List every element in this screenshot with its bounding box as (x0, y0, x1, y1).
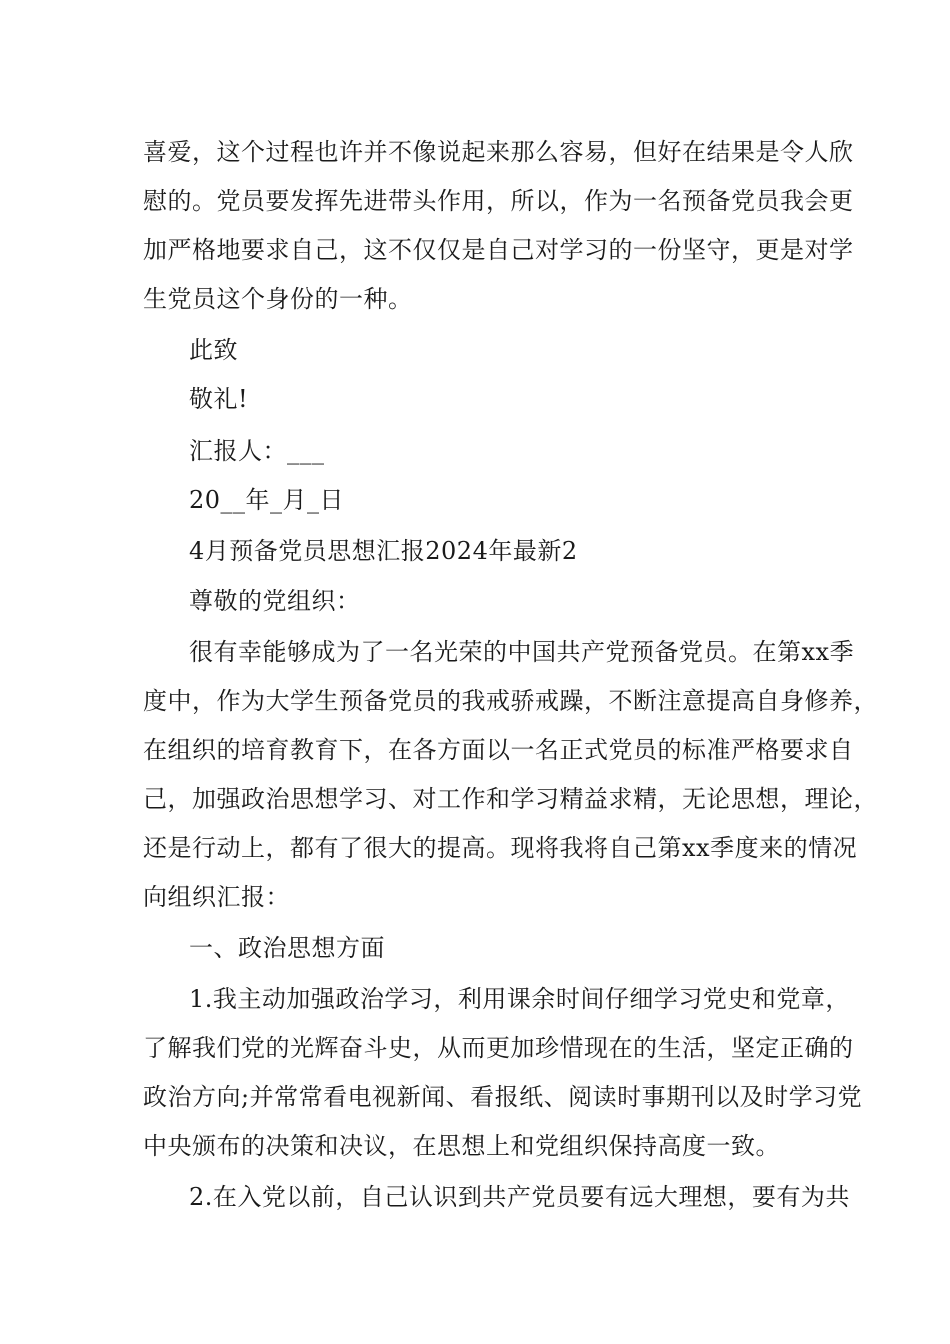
paragraph-line: 在组织的培育教育下，在各方面以一名正式党员的标准严格要求自 (143, 736, 854, 764)
paragraph-line: 向组织汇报： (143, 883, 290, 911)
paragraph-line: 加严格地要求自己，这不仅仅是自己对学习的一份坚守，更是对学 (143, 236, 854, 264)
date-line: 20__年_月_日 (189, 486, 345, 514)
paragraph-line: 喜爱，这个过程也许并不像说起来那么容易，但好在结果是令人欣 (143, 138, 854, 166)
paragraph-line: 度中，作为大学生预备党员的我戒骄戒躁，不断注意提高自身修养， (143, 687, 878, 715)
greeting-line: 尊敬的党组织： (189, 587, 361, 615)
paragraph-line: 己，加强政治思想学习、对工作和学习精益求精，无论思想，理论， (143, 785, 878, 813)
closing-line: 此致 (189, 336, 238, 364)
paragraph-line: 慰的。党员要发挥先进带头作用，所以，作为一名预备党员我会更 (143, 187, 854, 215)
paragraph-line: 1.我主动加强政治学习，利用课余时间仔细学习党史和党章， (189, 985, 850, 1013)
paragraph-line: 中央颁布的决策和决议，在思想上和党组织保持高度一致。 (143, 1132, 780, 1160)
section-heading: 一、政治思想方面 (189, 934, 385, 962)
paragraph-line: 生党员这个身份的一种。 (143, 285, 413, 313)
salutation-line: 敬礼! (189, 385, 249, 413)
paragraph-line: 还是行动上，都有了很大的提高。现将我将自己第xx季度来的情况 (143, 834, 858, 862)
paragraph-line: 2.在入党以前，自己认识到共产党员要有远大理想，要有为共 (189, 1183, 850, 1211)
paragraph-line: 很有幸能够成为了一名光荣的中国共产党预备党员。在第xx季 (189, 638, 855, 666)
paragraph-line: 政治方向;并常常看电视新闻、看报纸、阅读时事期刊以及时学习党 (143, 1083, 863, 1111)
section-title: 4月预备党员思想汇报2024年最新2 (189, 537, 578, 565)
reporter-line: 汇报人：___ (189, 437, 325, 465)
paragraph-line: 了解我们党的光辉奋斗史，从而更加珍惜现在的生活，坚定正确的 (143, 1034, 854, 1062)
